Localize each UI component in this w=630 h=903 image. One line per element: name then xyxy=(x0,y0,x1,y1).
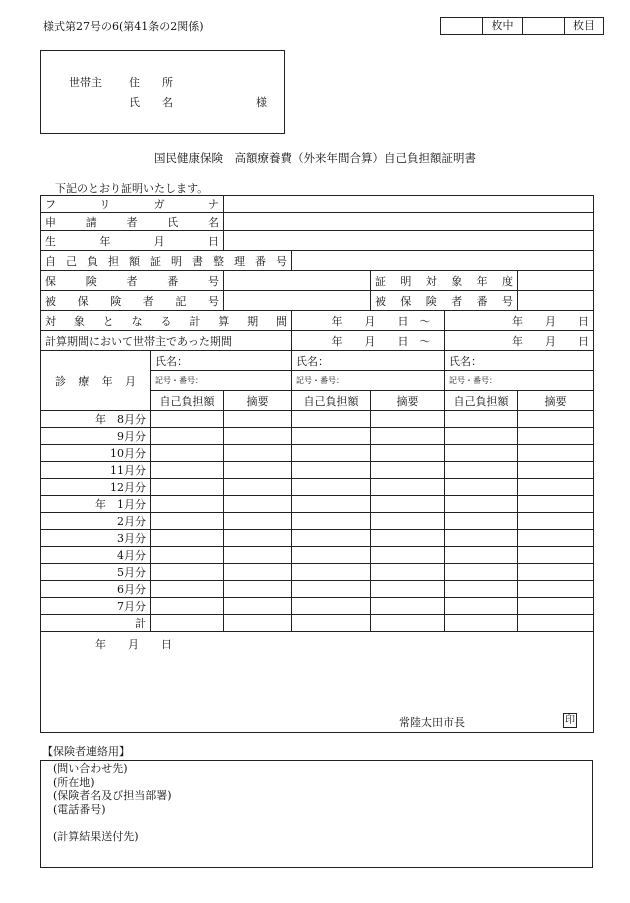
month-row xyxy=(41,462,594,479)
amount-cell[interactable] xyxy=(445,564,518,581)
amount-cell[interactable] xyxy=(292,462,371,479)
summary-cell[interactable] xyxy=(371,411,445,428)
summary-cell[interactable] xyxy=(518,428,594,445)
summary-cell[interactable] xyxy=(224,445,292,462)
month-label: 9月分 xyxy=(41,428,151,445)
month-label: 年 8月分 xyxy=(41,411,151,428)
total-label: 計 xyxy=(41,615,151,632)
summary-cell[interactable] xyxy=(224,462,292,479)
amount-cell[interactable] xyxy=(292,479,371,496)
amount-cell[interactable] xyxy=(151,513,224,530)
summary-cell[interactable] xyxy=(371,445,445,462)
amount-cell[interactable] xyxy=(151,564,224,581)
summary-cell[interactable] xyxy=(224,547,292,564)
col-amount-2: 自己負担額 xyxy=(292,391,371,411)
summary-cell[interactable] xyxy=(371,513,445,530)
summary-cell[interactable] xyxy=(224,496,292,513)
month-label: 12月分 xyxy=(41,479,151,496)
amount-cell[interactable] xyxy=(292,530,371,547)
amount-cell[interactable] xyxy=(292,428,371,445)
summary-cell[interactable] xyxy=(371,530,445,547)
summary-cell[interactable] xyxy=(518,564,594,581)
insurer-number-label: 保 険 者 番 号 xyxy=(41,271,224,291)
summary-cell[interactable] xyxy=(224,530,292,547)
summary-cell[interactable] xyxy=(224,598,292,615)
furigana-value[interactable] xyxy=(224,196,594,213)
calc-period-to[interactable]: 年 月 日 xyxy=(445,311,594,331)
amount-cell[interactable] xyxy=(151,428,224,445)
honorific: 様 xyxy=(256,96,267,109)
certificate-number-value[interactable] xyxy=(292,251,594,271)
insured-number-value[interactable] xyxy=(518,291,594,311)
amount-cell[interactable] xyxy=(445,428,518,445)
month-label: 年 1月分 xyxy=(41,496,151,513)
summary-cell[interactable] xyxy=(224,581,292,598)
month-row xyxy=(41,564,594,581)
amount-cell[interactable] xyxy=(445,462,518,479)
amount-cell[interactable] xyxy=(151,581,224,598)
month-row xyxy=(41,598,594,615)
summary-cell[interactable] xyxy=(224,564,292,581)
issue-date: 年 月 日 xyxy=(95,638,172,651)
summary-cell[interactable] xyxy=(371,462,445,479)
birth-date-label: 生 年 月 日 xyxy=(41,231,224,251)
issuer-name: 常陸太田市長 xyxy=(399,716,465,729)
insurer-number-value[interactable] xyxy=(224,271,371,291)
amount-cell[interactable] xyxy=(292,547,371,564)
col-amount-1: 自己負担額 xyxy=(151,391,224,411)
sheet-total-cell xyxy=(441,18,483,34)
amount-cell[interactable] xyxy=(292,598,371,615)
summary-cell[interactable] xyxy=(371,547,445,564)
amount-cell[interactable] xyxy=(445,581,518,598)
address-label: 住 所 xyxy=(129,76,173,89)
intro-text: 下記のとおり証明いたします。 xyxy=(55,182,209,195)
household-head-label: 世帯主 xyxy=(69,76,102,89)
summary-cell[interactable] xyxy=(371,581,445,598)
amount-cell[interactable] xyxy=(292,445,371,462)
col-summary-3: 摘要 xyxy=(518,391,594,411)
sheet-total-label: 枚中 xyxy=(483,18,523,34)
contact-line xyxy=(53,816,580,830)
amount-cell[interactable] xyxy=(292,496,371,513)
certificate-table xyxy=(40,195,594,733)
summary-cell[interactable] xyxy=(518,479,594,496)
amount-cell[interactable] xyxy=(151,547,224,564)
applicant-name-value[interactable] xyxy=(224,213,594,231)
summary-cell[interactable] xyxy=(224,479,292,496)
summary-cell[interactable] xyxy=(518,598,594,615)
contact-box xyxy=(40,760,593,868)
amount-cell[interactable] xyxy=(445,479,518,496)
month-row xyxy=(41,445,594,462)
treatment-month-label: 診 療 年 月 xyxy=(41,351,151,411)
document-title: 国民健康保険 高額療養費（外来年間合算）自己負担額証明書 xyxy=(154,151,476,165)
summary-cell[interactable] xyxy=(371,564,445,581)
person-3-name[interactable]: 氏名： xyxy=(445,351,594,371)
month-label: 5月分 xyxy=(41,564,151,581)
summary-cell[interactable] xyxy=(518,411,594,428)
furigana-label: フ リ ガ ナ xyxy=(41,196,224,213)
head-period-to[interactable]: 年 月 日 xyxy=(445,331,594,351)
head-period-from[interactable]: 年 月 日 ～ xyxy=(292,331,445,351)
summary-cell[interactable] xyxy=(224,411,292,428)
amount-cell[interactable] xyxy=(151,445,224,462)
month-label: 10月分 xyxy=(41,445,151,462)
amount-cell[interactable] xyxy=(445,513,518,530)
summary-cell[interactable] xyxy=(518,581,594,598)
amount-cell[interactable] xyxy=(292,513,371,530)
amount-cell[interactable] xyxy=(151,411,224,428)
sheet-count-box xyxy=(440,17,604,35)
amount-cell[interactable] xyxy=(445,530,518,547)
total-cell[interactable] xyxy=(518,615,594,632)
summary-cell[interactable] xyxy=(371,496,445,513)
sheet-current-label: 枚目 xyxy=(573,19,595,32)
month-row xyxy=(41,513,594,530)
summary-cell[interactable] xyxy=(518,496,594,513)
insured-symbol-label: 被 保 険 者 記 号 xyxy=(41,291,224,311)
person-1-symbol[interactable]: 記号・番号： xyxy=(151,371,292,391)
seal-mark: 印 xyxy=(565,715,575,726)
summary-cell[interactable] xyxy=(518,445,594,462)
form-number: 様式第27号の6(第41条の2関係) xyxy=(43,20,204,33)
sheet-current-cell xyxy=(523,18,565,34)
summary-cell[interactable] xyxy=(371,479,445,496)
summary-cell[interactable] xyxy=(371,428,445,445)
col-summary-1: 摘要 xyxy=(224,391,292,411)
calc-period-label: 対象となる計算期間 xyxy=(41,311,292,331)
applicant-name-label: 申 請 者 氏 名 xyxy=(41,213,224,231)
name-label: 氏 名 xyxy=(129,96,173,109)
month-row xyxy=(41,411,594,428)
amount-cell[interactable] xyxy=(292,411,371,428)
amount-cell[interactable] xyxy=(151,462,224,479)
summary-cell[interactable] xyxy=(224,513,292,530)
month-label: 11月分 xyxy=(41,462,151,479)
person-2-symbol[interactable]: 記号・番号： xyxy=(292,371,445,391)
person-1-name[interactable]: 氏名： xyxy=(151,351,292,371)
certificate-number-label: 自己負担額証明書整理番号 xyxy=(41,251,292,271)
person-3-symbol[interactable]: 記号・番号： xyxy=(445,371,594,391)
month-row xyxy=(41,479,594,496)
total-cell[interactable] xyxy=(224,615,292,632)
col-amount-3: 自己負担額 xyxy=(445,391,518,411)
total-cell[interactable] xyxy=(371,615,445,632)
amount-cell[interactable] xyxy=(292,564,371,581)
person-2-name[interactable]: 氏名： xyxy=(292,351,445,371)
month-label: 3月分 xyxy=(41,530,151,547)
summary-cell[interactable] xyxy=(518,462,594,479)
amount-cell[interactable] xyxy=(445,598,518,615)
address-box xyxy=(40,50,285,134)
summary-cell[interactable] xyxy=(371,598,445,615)
target-year-label: 証明対象年度 xyxy=(371,271,518,291)
amount-cell[interactable] xyxy=(292,581,371,598)
target-year-value[interactable] xyxy=(518,271,594,291)
insured-symbol-value[interactable] xyxy=(224,291,371,311)
amount-cell[interactable] xyxy=(151,496,224,513)
month-label: 7月分 xyxy=(41,598,151,615)
calc-period-from[interactable]: 年 月 日 ～ xyxy=(292,311,445,331)
contact-line: (問い合わせ先) xyxy=(53,762,128,775)
contact-title: 【保険者連絡用】 xyxy=(42,745,130,758)
issuer-area xyxy=(41,632,594,733)
amount-cell[interactable] xyxy=(151,598,224,615)
amount-cell[interactable] xyxy=(151,479,224,496)
amount-cell[interactable] xyxy=(445,445,518,462)
contact-line: (電話番号) xyxy=(53,802,106,816)
month-label: 2月分 xyxy=(41,513,151,530)
amount-cell[interactable] xyxy=(151,530,224,547)
col-summary-2: 摘要 xyxy=(371,391,445,411)
month-label: 6月分 xyxy=(41,581,151,598)
total-cell[interactable] xyxy=(292,615,371,632)
amount-cell[interactable] xyxy=(445,547,518,564)
month-row xyxy=(41,428,594,445)
amount-cell[interactable] xyxy=(445,496,518,513)
contact-line: (計算結果送付先) xyxy=(53,829,139,843)
month-row xyxy=(41,496,594,513)
insured-number-label: 被保険者番号 xyxy=(371,291,518,311)
month-row xyxy=(41,581,594,598)
birth-date-value[interactable] xyxy=(224,231,594,251)
total-cell[interactable] xyxy=(151,615,224,632)
summary-cell[interactable] xyxy=(518,530,594,547)
month-label: 4月分 xyxy=(41,547,151,564)
amount-cell[interactable] xyxy=(445,411,518,428)
month-row xyxy=(41,530,594,547)
head-period-label: 計算期間において世帯主であった期間 xyxy=(41,331,292,351)
summary-cell[interactable] xyxy=(224,428,292,445)
month-row xyxy=(41,547,594,564)
contact-line: (所在地) xyxy=(53,775,95,789)
summary-cell[interactable] xyxy=(518,513,594,530)
summary-cell[interactable] xyxy=(518,547,594,564)
total-cell[interactable] xyxy=(445,615,518,632)
contact-line: (保険者名及び担当部署) xyxy=(53,789,172,802)
